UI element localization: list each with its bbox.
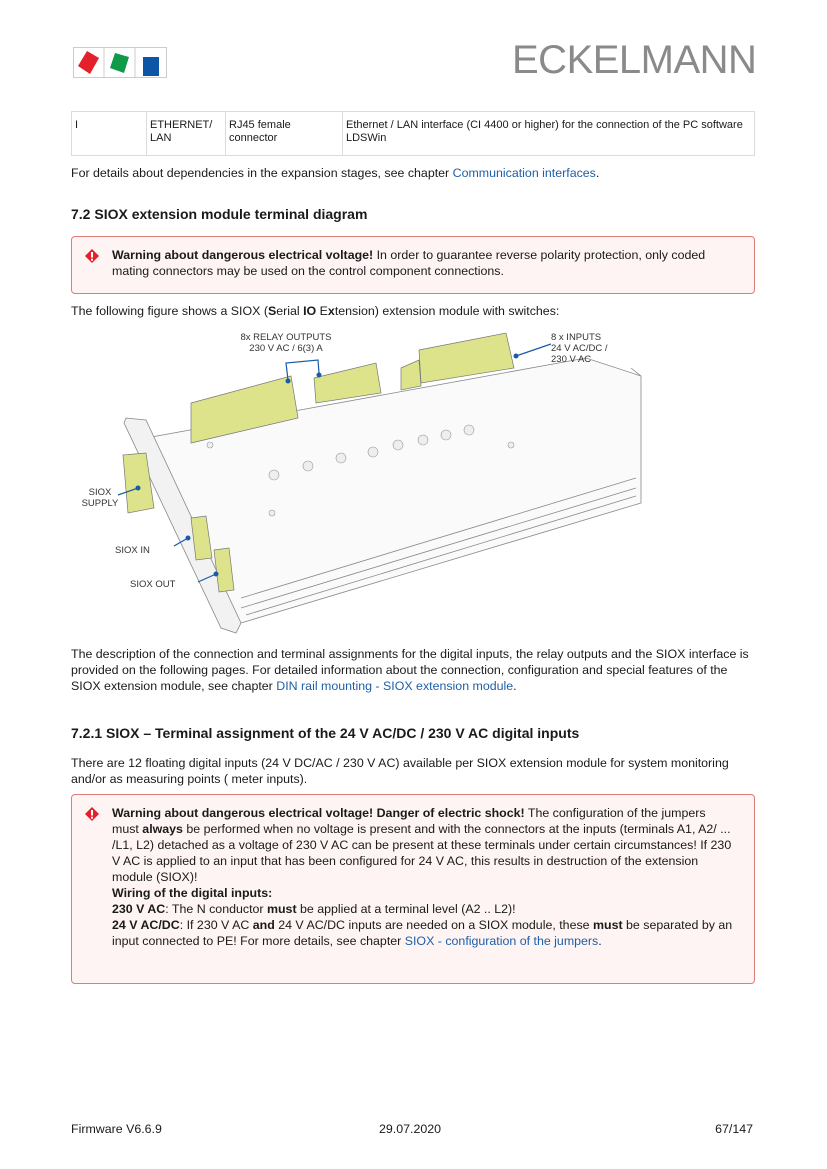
- paragraph: The following figure shows a SIOX (Serial IO Extension) extension module with switches:: [71, 304, 560, 318]
- siox-out-label: SIOX OUT: [130, 579, 176, 590]
- text: For details about dependencies in the expansion stages, see chapter: [71, 166, 453, 180]
- paragraph: The description of the connection and terminal assignments for the digital inputs, the relay outputs and the SIOX interface is provided on the following pages. For detailed information about the connection, configuration and special features of the SIOX extension module, see chapter DIN rail mounting - SIOX extension module.: [71, 647, 749, 693]
- brand-name: ECKELMANN: [512, 38, 757, 82]
- warning-title: Warning about dangerous electrical voltage!: [112, 248, 374, 262]
- inputs-rating: 24 V AC/DC /: [551, 343, 608, 354]
- link-communication-interfaces[interactable]: Communication interfaces: [452, 166, 596, 180]
- subsection-heading: 7.2.1 SIOX – Terminal assignment of the 24 V AC/DC / 230 V AC digital inputs: [71, 725, 580, 741]
- inputs-rating: 230 V AC: [551, 354, 592, 365]
- siox-supply-label: SUPPLY: [81, 498, 119, 509]
- section-heading: 7.2 SIOX extension module terminal diagram: [71, 206, 368, 222]
- warning-text: In order to guarantee reverse polarity protection, only coded mating connectors may be used on the control component connections.: [112, 248, 706, 278]
- paragraph: There are 12 floating digital inputs (24 V DC/AC / 230 V AC) available per SIOX extension module for system monitoring and/or as measuring points ( meter inputs).: [71, 756, 729, 786]
- siox-in-label: SIOX IN: [115, 545, 150, 556]
- siox-module-drawing: [76, 328, 756, 638]
- eckelmann-logo-icon: [73, 47, 167, 78]
- footer-date: 29.07.2020: [379, 1122, 442, 1136]
- table-cell: Ethernet / LAN interface (CI 4400 or higher) for the connection of the PC software LDSWin: [343, 112, 755, 156]
- inputs-label: 8 x INPUTS: [551, 332, 602, 343]
- relay-outputs-rating: 230 V AC / 6(3) A: [249, 343, 323, 354]
- wiring-heading: Wiring of the digital inputs:: [112, 886, 273, 900]
- siox-supply-label: SIOX: [88, 487, 112, 498]
- table-cell: ETHERNET/ LAN: [147, 112, 226, 156]
- link-din-rail-mounting[interactable]: DIN rail mounting - SIOX extension module: [276, 679, 514, 693]
- link-siox-jumpers[interactable]: SIOX - configuration of the jumpers: [404, 934, 599, 948]
- table-cell: RJ45 female connector: [226, 112, 343, 156]
- warning-box: [71, 236, 755, 294]
- warning-icon: [85, 249, 99, 263]
- footer-firmware: Firmware V6.6.9: [71, 1122, 162, 1136]
- text: .: [595, 166, 600, 180]
- table-cell: I: [72, 112, 147, 156]
- relay-outputs-label: 8x RELAY OUTPUTS: [240, 332, 332, 343]
- footer-page-number: 67/147: [715, 1122, 753, 1136]
- interface-table: [71, 111, 755, 156]
- warning-icon: [85, 807, 99, 821]
- warning-box: Warning about dangerous electrical voltage! Danger of electric shock! The configuration of the jumpers must always be performed when no voltage is present and with the connectors at the inputs (terminals A1, A2/ ... /L1, L2) detached as a voltage of 230 V AC can be present at these terminals under certain circumstances! If 230 V AC is applied to an input that has been configured for 24 V AC, this results in destruction of the extension module (SIOX)! Wiring of the digital inputs: 230 V AC: The N conductor must be applied at a terminal level (A2 .. L2)! 24 V AC/DC: If 230 V AC and 24 V AC/DC inputs are needed on a SIOX module, these must be separated by an input connected to PE! For more details, see chapter SIOX - configuration of the jumpers.: [71, 794, 755, 984]
- siox-module-figure: [76, 328, 756, 638]
- paragraph: [71, 165, 755, 181]
- table-row: [72, 112, 755, 156]
